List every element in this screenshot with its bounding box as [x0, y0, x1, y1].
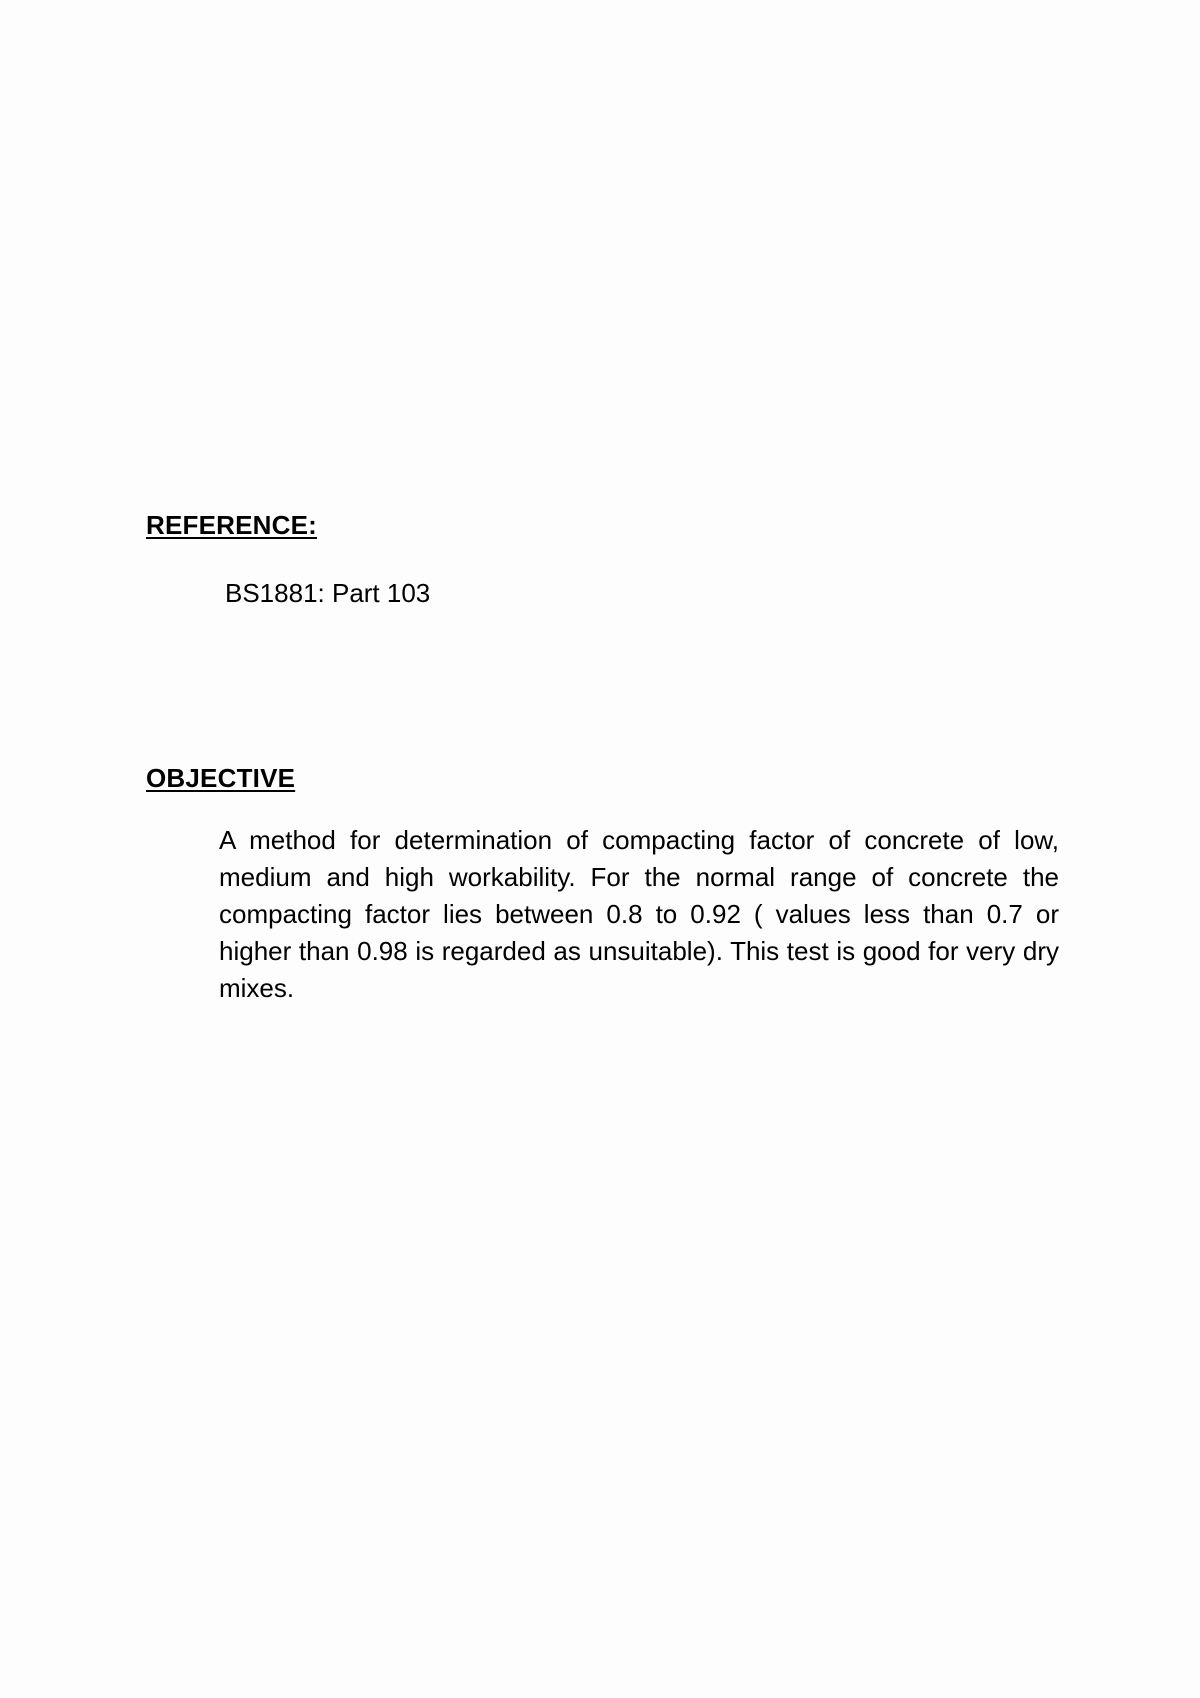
objective-heading: OBJECTIVE — [146, 763, 296, 793]
objective-paragraph: A method for determination of compacting factor of concrete of low, medium and high workability. For the normal range of concrete the compacting factor lies between 0.8 to 0.92 ( values less than 0.7 or higher than 0.98 is regarded as unsuitable). This test is good for very dry mixes. — [219, 825, 1059, 1003]
reference-value: BS1881: Part 103 — [225, 578, 431, 608]
reference-heading: REFERENCE: — [146, 510, 318, 540]
